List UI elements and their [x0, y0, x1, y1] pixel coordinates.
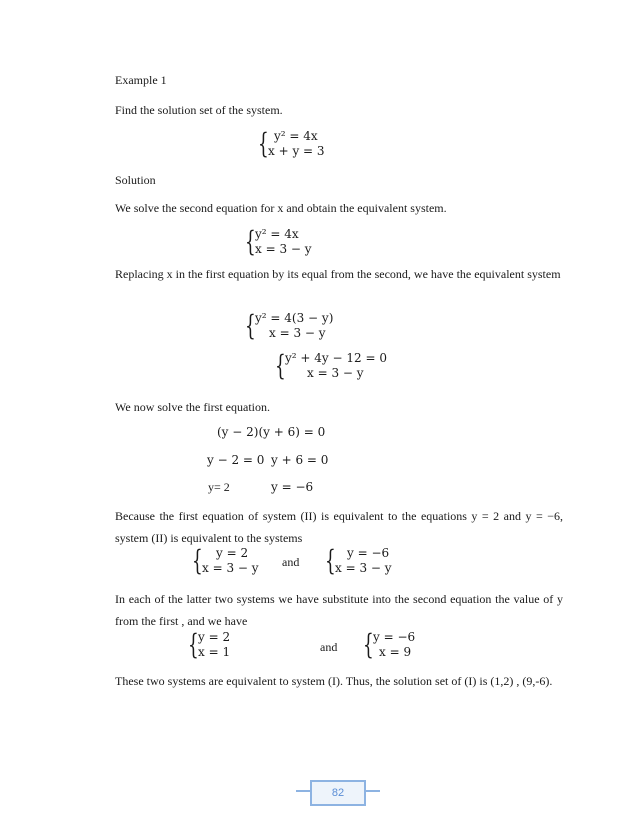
system-6b-line-2: x = 9: [379, 645, 412, 659]
root-2: y = −6: [271, 480, 314, 494]
split-equation-1: y − 2 = 0: [207, 453, 265, 467]
brace-icon: {: [245, 309, 256, 342]
system-3-line-1: y² = 4(3 − y): [255, 311, 334, 325]
conclusion-text: These two systems are equivalent to system (I). Thus, the solution set of (I) is (1,2) , (9,-6).: [115, 674, 553, 688]
solution-label: Solution: [115, 173, 156, 187]
brace-icon: {: [275, 349, 286, 382]
system-2: [245, 227, 312, 257]
system-6a: [188, 630, 230, 660]
and-label-2: and: [320, 640, 338, 654]
step-3-text: We now solve the first equation.: [115, 400, 270, 414]
factored-equation: (y − 2)(y + 6) = 0: [217, 425, 326, 439]
step-2-text: Replacing x in the first equation by its equal from the second, we have the equivalent system: [115, 267, 561, 281]
system-5b: [325, 546, 392, 576]
page-number-rule-right: [366, 790, 380, 792]
brace-icon: {: [325, 544, 336, 577]
system-6b-line-1: y = −6: [373, 630, 416, 644]
system-1-line-2: x + y = 3: [268, 144, 325, 158]
step-5-text: In each of the latter two systems we have substitute into the second equation the value of y from the first , and we have: [115, 592, 563, 628]
step-1-text: We solve the second equation for x and obtain the equivalent system.: [115, 201, 447, 215]
page-number: 82: [310, 780, 366, 806]
root-1: y= 2: [208, 480, 230, 494]
brace-icon: {: [363, 628, 374, 661]
problem-statement: Find the solution set of the system.: [115, 103, 283, 117]
system-5a-line-1: y = 2: [216, 546, 249, 560]
system-2-line-2: x = 3 − y: [255, 242, 312, 256]
and-label: and: [282, 555, 300, 569]
brace-icon: {: [188, 628, 199, 661]
system-4-line-1: y² + 4y − 12 = 0: [285, 351, 387, 365]
system-6a-line-2: x = 1: [198, 645, 231, 659]
system-5a-line-2: x = 3 − y: [202, 561, 259, 575]
brace-icon: {: [245, 225, 256, 258]
system-2-line-1: y² = 4x: [255, 227, 299, 241]
page-number-rule-left: [296, 790, 310, 792]
system-5b-line-1: y = −6: [347, 546, 390, 560]
system-6a-line-1: y = 2: [198, 630, 231, 644]
step-4-text: Because the first equation of system (II) is equivalent to the equations y = 2 and y = −6, system (II) is equivalent to the systems: [115, 509, 563, 545]
system-1-line-1: y² = 4x: [274, 129, 318, 143]
brace-icon: {: [192, 544, 203, 577]
system-1: [258, 129, 325, 159]
system-5a: [192, 546, 259, 576]
system-3: [245, 311, 333, 341]
system-4-line-2: x = 3 − y: [307, 366, 364, 380]
brace-icon: {: [258, 127, 269, 160]
system-5b-line-2: x = 3 − y: [335, 561, 392, 575]
system-3-line-2: x = 3 − y: [269, 326, 326, 340]
system-6b: [363, 630, 415, 660]
system-4: [275, 351, 387, 381]
split-equation-2: y + 6 = 0: [271, 453, 329, 467]
example-title: Example 1: [115, 73, 167, 87]
